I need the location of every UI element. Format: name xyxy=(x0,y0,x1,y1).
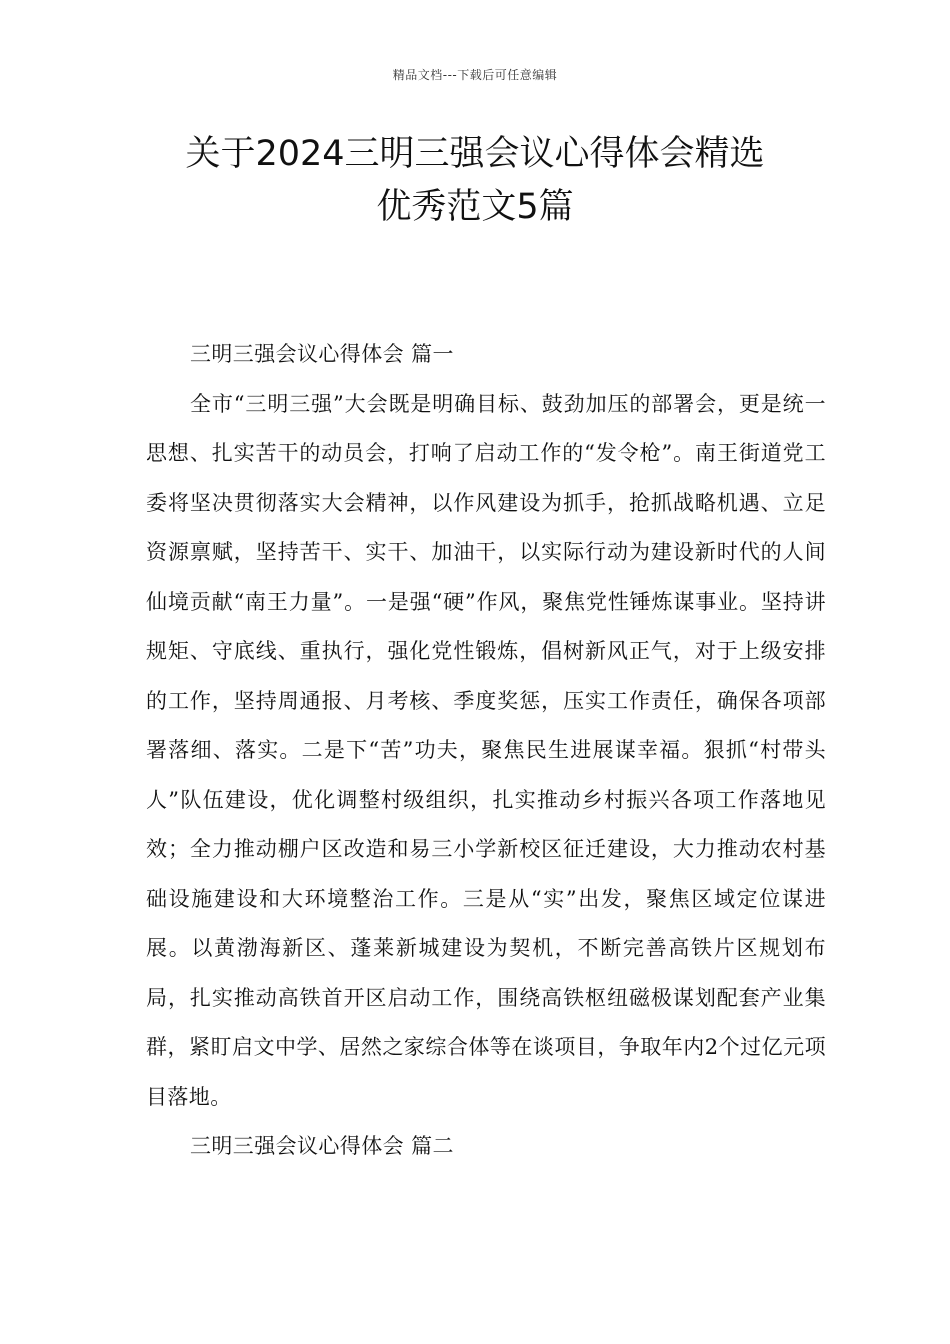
section-heading-2: 三明三强会议心得体会 篇二 xyxy=(190,1134,454,1158)
section-paragraph-1: 全市“三明三强”大会既是明确目标、鼓劲加压的部署会，更是统一思想、扎实苦干的动员会，打响了启动工作的“发令枪”。南王街道党工委将坚决贯彻落实大会精神，以作风建设为抓手，抢抓战略机遇、立足资源禀赋，坚持苦干、实干、加油干，以实际行动为建设新时代的人间仙境贡献“南王力量”。一是强“硬”作风，聚焦党性锤炼谋事业。坚持讲规矩、守底线、重执行，强化党性锻炼，倡树新风正气，对于上级安排的工作，坚持周通报、月考核、季度奖惩，压实工作责任，确保各项部署落细、落实。二是下“苦”功夫，聚焦民生进展谋幸福。狠抓“村带头人”队伍建设，优化调整村级组织，扎实推动乡村振兴各项工作落地见效；全力推动棚户区改造和易三小学新校区征迁建设，大力推动农村基础设施建设和大环境整治工作。三是从“实”出发，聚焦区域定位谋进展。以黄渤海新区、蓬莱新城建设为契机，不断完善高铁片区规划布局，扎实推动高铁首开区启动工作，围绕高铁枢纽磁极谋划配套产业集群，紧盯启文中学、居然之家综合体等在谈项目，争取年内2个过亿元项目落地。 xyxy=(146,391,826,1109)
document-body xyxy=(146,330,826,1172)
title-line-2: 优秀范文5篇 xyxy=(376,187,574,227)
section-heading-1: 三明三强会议心得体会 篇一 xyxy=(190,342,454,366)
header-note: 精品文档---下载后可任意编辑 xyxy=(392,68,558,82)
title-line-1: 关于2024三明三强会议心得体会精选 xyxy=(185,134,765,174)
document-title xyxy=(0,128,950,234)
